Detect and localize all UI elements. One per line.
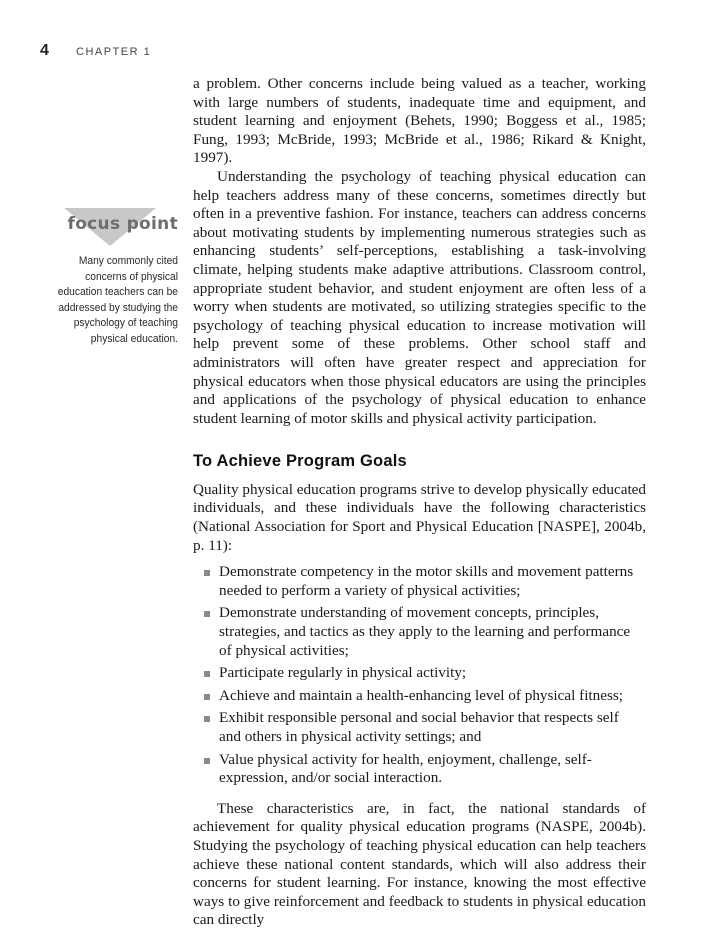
list-item-text: Exhibit responsible personal and social behavior that respects self and others in physical activity settings; and [219, 709, 619, 745]
square-bullet-icon [204, 671, 210, 677]
list-item [219, 604, 646, 660]
running-head [40, 42, 151, 62]
list-item-text: Achieve and maintain a health-enhancing level of physical fitness; [219, 686, 624, 704]
focus-point-title: focus point [67, 214, 178, 234]
chapter-label: CHAPTER 1 [76, 46, 152, 58]
list-item [219, 687, 646, 706]
square-bullet-icon [204, 694, 210, 700]
list-item-text: Demonstrate understanding of movement concepts, principles, strategies, and tactics as they apply to the learning and performance of physical activities; [219, 604, 631, 659]
list-item-text: Value physical activity for health, enjoyment, challenge, self-expression, and/or social interaction. [219, 750, 592, 787]
list-item [219, 664, 646, 683]
page-number: 4 [40, 42, 49, 59]
focus-point-text: Many commonly cited concerns of physical education teachers can be addressed by studying the psychology of teaching physical education. [57, 255, 178, 345]
list-item-text: Participate regularly in physical activity; [219, 664, 467, 682]
list-item [219, 563, 646, 600]
list-item-text: Demonstrate competency in the motor skills and movement patterns needed to perform a variety of physical activities; [219, 563, 634, 599]
focus-point-sidebar [30, 204, 178, 348]
goals-list [193, 563, 646, 788]
list-item [219, 709, 646, 746]
square-bullet-icon [204, 716, 210, 722]
focus-point-banner [30, 204, 178, 244]
section-heading: To Achieve Program Goals [193, 452, 407, 471]
list-item [219, 751, 646, 788]
closing-paragraph: These characteristics are, in fact, the national standards of achievement for quality physical education programs (NASPE, 2004b). Studying the psychology of teaching physical education can help teachers achieve these national content standards, which will also address their concerns for student learning. For instance, knowing the most effective ways to give reinforcement and feedback to students in physical education can directly [193, 799, 646, 929]
square-bullet-icon [204, 758, 210, 764]
square-bullet-icon [204, 570, 210, 576]
paragraph-understanding: Understanding the psychology of teaching physical education can help teachers address many of these concerns, sometimes directly but often in a preventive fashion. For instance, teachers can address concerns about motivating students by implementing numerous strategies such as enhancing students’ self-perceptions, establishing a task-involving climate, helping students make adaptive attributions. Classroom control, appropriate student behavior, and student enjoyment are often less of a worry when students are motivated, so utilizing strategies specific to the psychology of teaching physical education to increase motivation will help prevent some of these problems. Other school staff and administrators will often have greater respect and appreciation for physical educators when those physical educators are using the principles and applications of the psychology of physical education to enhance student learning of motor skills and physical activity participation. [193, 167, 646, 427]
square-bullet-icon [204, 611, 210, 617]
main-text [193, 75, 646, 930]
paragraph-continued: a problem. Other concerns include being valued as a teacher, working with large numbers of students, inadequate time and equipment, and student learning and enjoyment (Behets, 1990; Boggess et al., 1985; Fung, 1993; McBride, 1993; McBride et al., 1986; Rikard & Knight, 1997). [193, 75, 646, 167]
section-intro: Quality physical education programs strive to develop physically educated individuals, and these individuals have the following characteristics (National Association for Sport and Physical Education [NASPE], 2004b, p. 11): [193, 480, 646, 554]
